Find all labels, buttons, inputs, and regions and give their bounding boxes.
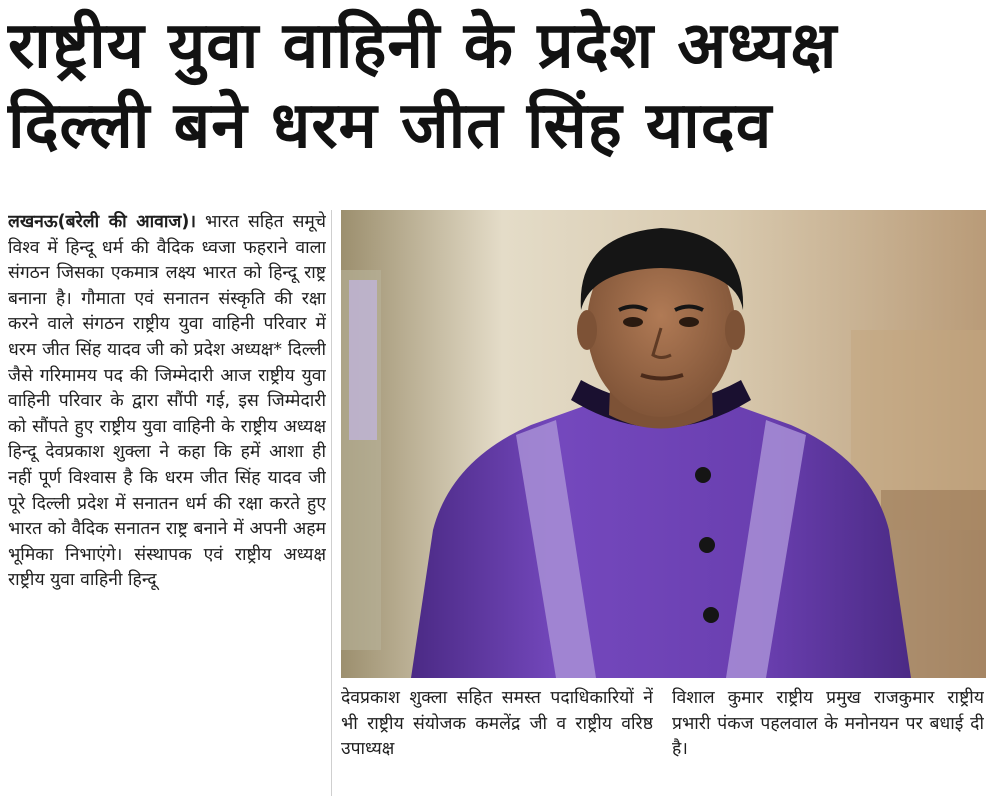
article-column-1 xyxy=(8,210,326,796)
headline-line-1: राष्ट्रीय युवा वाहिनी के प्रदेश अध्यक्ष xyxy=(8,9,838,83)
headline xyxy=(8,6,984,166)
column-divider xyxy=(331,210,332,796)
headline-line-2: दिल्ली बने धरम जीत सिंह यादव xyxy=(8,89,773,163)
article-column-3: विशाल कुमार राष्ट्रीय प्रमुख राजकुमार राष्ट्रीय प्रभारी पंकज पहलवाल के मनोनयन पर बधाई दी है। xyxy=(672,688,984,760)
article-column-2: देवप्रकाश शुक्ला सहित समस्त पदाधिकारियों नें भी राष्ट्रीय संयोजक कमलेंद्र जी व राष्ट्रीय वरिष्ठ उपाध्यक्ष xyxy=(341,688,653,760)
article-column-1-text: भारत सहित समूचे विश्व में हिन्दू धर्म की वैदिक ध्वजा फहराने वाला संगठन जिसका एकमात्र लक्ष्य भारत को हिन्दू राष्ट्र बनाना है। गौमाता एवं सनातन संस्कृति की रक्षा करने वाले संगठन राष्ट्रीय युवा वाहिनी परिवार में धरम जीत सिंह यादव जी को प्रदेश अध्यक्ष* दिल्ली जैसे गरिमामय पद की जिम्मेदारी आज राष्ट्रीय युवा वाहिनी परिवार के द्वारा सौंपी गई, इस जिम्मेदारी को सौंपते हुए राष्ट्रीय युवा वाहिनी के राष्ट्रीय अध्यक्ष हिन्दू देवप्रकाश शुक्ला ने कहा कि हमें आशा ही नहीं पूर्ण विश्वास है कि धरम जीत सिंह यादव जी पूरे दिल्ली प्रदेश में सनातन धर्म की रक्षा करते हुए भारत को वैदिक सनातन राष्ट्र बनाने में अपनी अहम भूमिका निभाएंगे। संस्थापक एवं राष्ट्रीय अध्यक्ष राष्ट्रीय युवा वाहिनी हिन्दू xyxy=(8,212,326,591)
portrait-photo xyxy=(341,210,986,678)
dateline: लखनऊ(बरेली की आवाज)। xyxy=(8,212,196,232)
